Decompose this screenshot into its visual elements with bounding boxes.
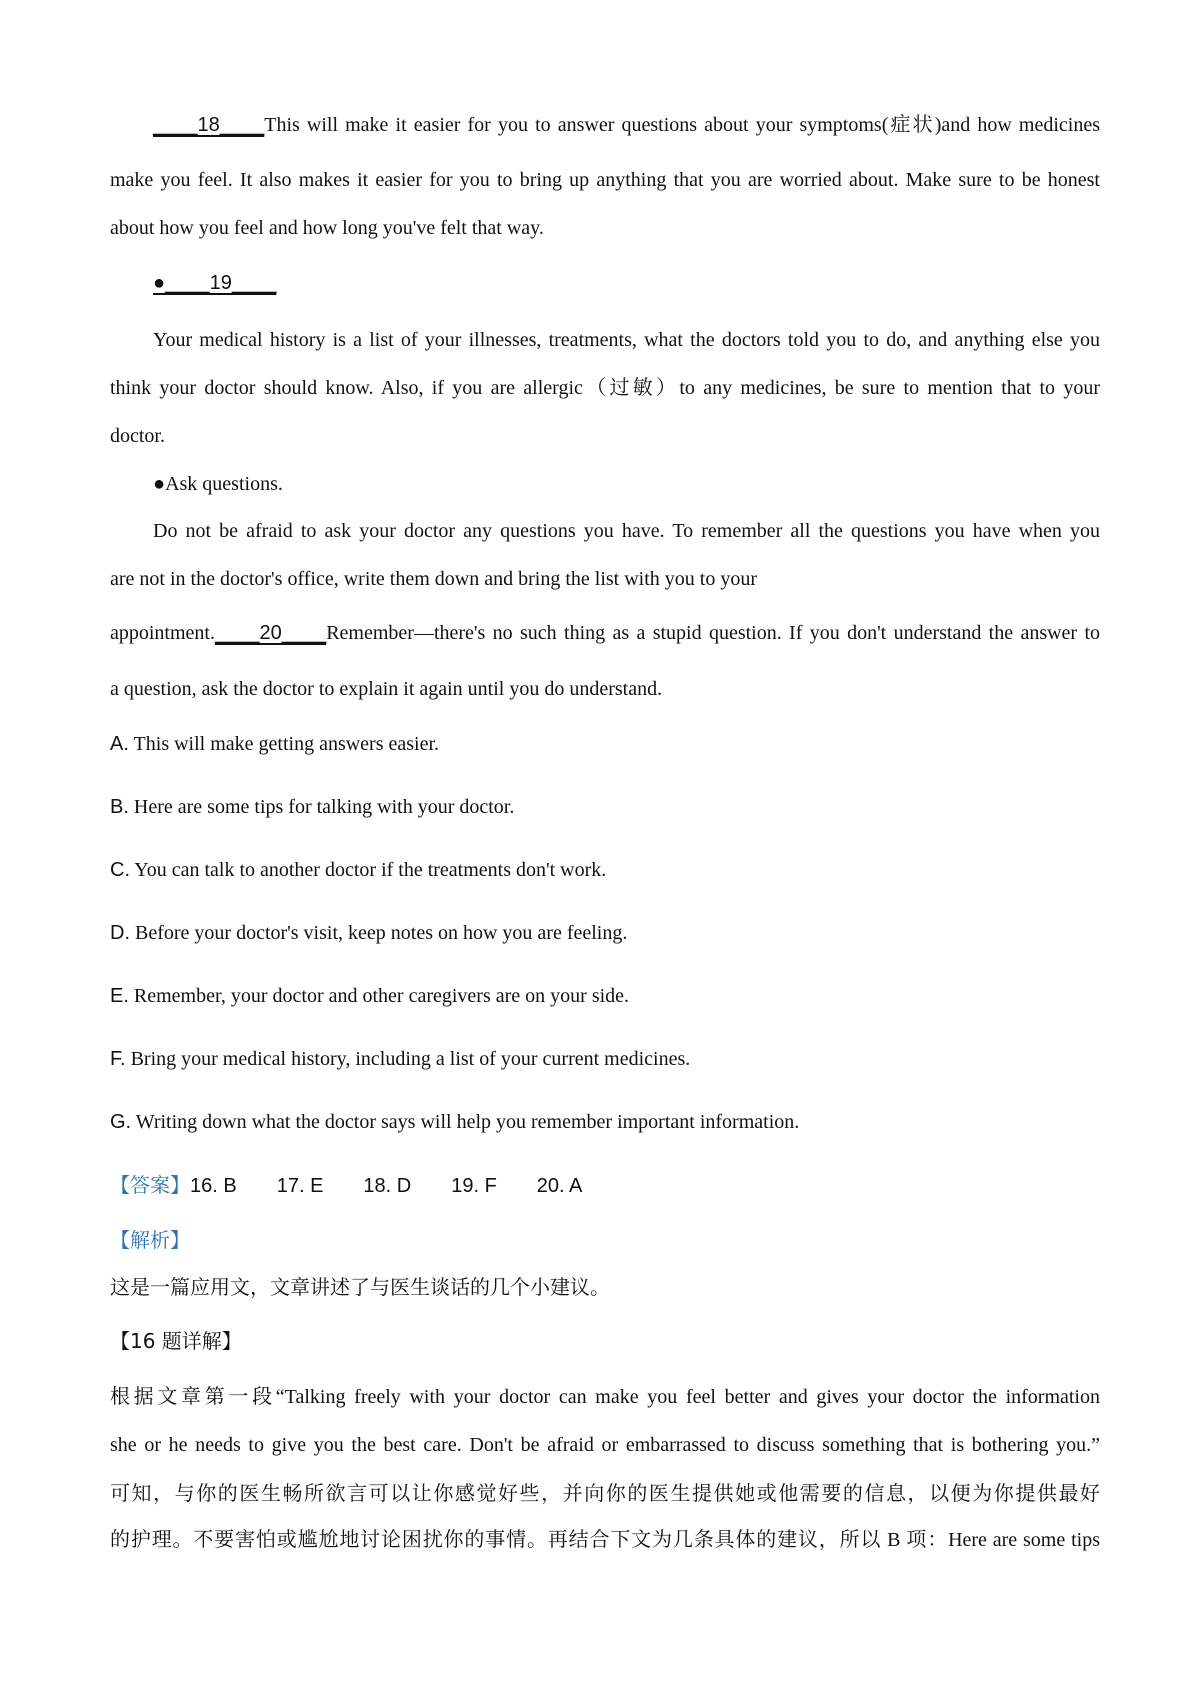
detail-16-line-1: 根据文章第一段“Talking freely with your doctor can make you feel better and gives your doctor the information — [110, 1386, 1100, 1408]
answer-item: 18. D — [363, 1175, 412, 1197]
option-letter: D. — [110, 922, 130, 944]
option-text: You can talk to another doctor if the treatments don't work. — [130, 859, 607, 881]
option-text: Bring your medical history, including a list of your current medicines. — [125, 1048, 691, 1070]
answer-item: 19. F — [451, 1175, 497, 1197]
p18-line-2: make you feel. It also makes it easier for you to bring up anything that you are worried about. Make sure to be honest — [110, 169, 1100, 191]
heading-19 — [153, 270, 1100, 296]
option-letter: A. — [110, 733, 129, 755]
option-f — [110, 1046, 1100, 1072]
heading-ask-questions: ●Ask questions. — [153, 473, 283, 495]
option-text: Here are some tips for talking with your doctor. — [128, 796, 515, 818]
option-text: Writing down what the doctor says will help you remember important information. — [131, 1111, 800, 1133]
detail-16-line-2: she or he needs to give you the best care. Don't be afraid or embarrassed to discuss something that is bothering you.” — [110, 1434, 1100, 1456]
option-text: Remember, your doctor and other caregivers are on your side. — [128, 985, 630, 1007]
answer-item: 20. A — [536, 1175, 583, 1197]
bullet-icon: ● — [153, 272, 166, 294]
option-letter: G. — [110, 1111, 132, 1133]
option-text: Before your doctor's visit, keep notes on how you are feeling. — [130, 922, 628, 944]
p19-line-2: think your doctor should know. Also, if you are allergic（过敏）to any medicines, be sure to mention that to your — [110, 377, 1100, 399]
p20-line-4: a question, ask the doctor to explain it again until you do understand. — [110, 678, 663, 700]
p20-line-3 — [110, 620, 1100, 646]
option-g — [110, 1109, 1100, 1135]
blank-20[interactable]: ____20____ — [214, 622, 327, 644]
option-d — [110, 920, 1100, 946]
answer-label: 【答案】 — [110, 1173, 190, 1197]
answer-item: 17. E — [276, 1175, 324, 1197]
p18-line-1-text: This will make it easier for you to answer questions about your symptoms(症状)and how medicines — [264, 114, 1100, 136]
p20-line-1: Do not be afraid to ask your doctor any questions you have. To remember all the questions you have when you — [153, 520, 1100, 542]
p18-line-1 — [153, 112, 1100, 138]
detail-16-label: 【16 题详解】 — [110, 1329, 242, 1353]
p20-line-3-pre: appointment. — [110, 622, 215, 644]
p20-line-3-post: Remember—there's no such thing as a stupid question. If you don't understand the answer to — [326, 622, 1100, 644]
option-letter: E. — [110, 985, 129, 1007]
detail-16-line-3: 可知，与你的医生畅所欲言可以让你感觉好些，并向你的医生提供她或他需要的信息，以便为你提供最好 — [110, 1481, 1100, 1505]
analysis-label: 【解析】 — [110, 1228, 190, 1252]
blank-18[interactable]: ____18____ — [153, 114, 265, 136]
option-letter: F. — [110, 1048, 126, 1070]
p20-line-2: are not in the doctor's office, write them down and bring the list with you to your — [110, 568, 757, 590]
option-e — [110, 983, 1100, 1009]
p19-line-1: Your medical history is a list of your illnesses, treatments, what the doctors told you to do, and anything else you — [153, 329, 1100, 351]
p18-line-3: about how you feel and how long you've felt that way. — [110, 217, 544, 239]
option-b — [110, 794, 1100, 820]
detail-16-line-4: 的护理。不要害怕或尴尬地讨论困扰你的事情。再结合下文为几条具体的建议，所以 B 项：Here are some tips — [110, 1529, 1100, 1551]
option-letter: B. — [110, 796, 129, 818]
option-a — [110, 731, 1100, 757]
option-text: This will make getting answers easier. — [128, 733, 440, 755]
answer-item: 16. B — [190, 1175, 237, 1197]
option-c — [110, 857, 1100, 883]
p19-line-3: doctor. — [110, 425, 165, 447]
analysis-summary: 这是一篇应用文，文章讲述了与医生谈话的几个小建议。 — [110, 1275, 610, 1299]
blank-19[interactable]: ____19____ — [165, 272, 277, 294]
answer-row — [110, 1172, 1100, 1199]
option-letter: C. — [110, 859, 130, 881]
